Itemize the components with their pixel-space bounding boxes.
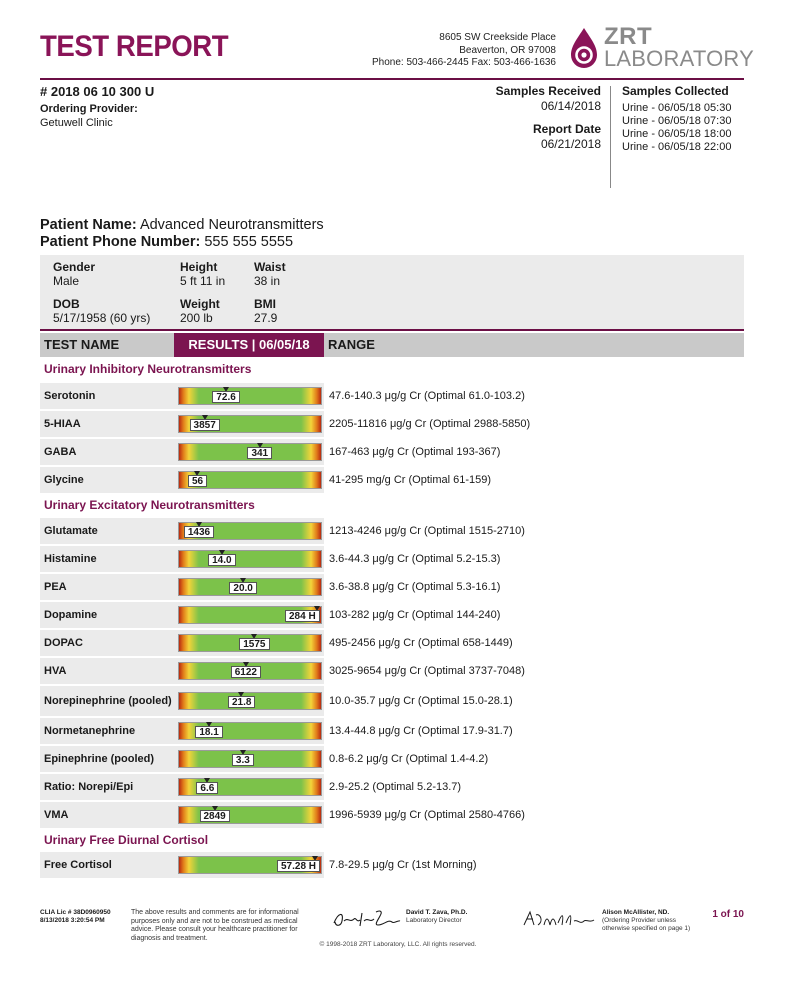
result-value: 1575 xyxy=(239,638,269,650)
result-bar xyxy=(178,856,322,874)
gender-label: Gender xyxy=(53,260,96,274)
logo-text-laboratory: LABORATORY xyxy=(604,46,754,71)
dob-field xyxy=(53,297,150,325)
test-name: Norepinephrine (pooled) xyxy=(44,695,172,707)
page-title: TEST REPORT xyxy=(40,30,229,63)
table-row xyxy=(40,746,744,772)
test-name: VMA xyxy=(44,809,69,821)
lab-address-line: Beaverton, OR 97008 xyxy=(459,44,556,56)
patient-name-label: Patient Name: xyxy=(40,217,137,233)
table-row xyxy=(40,574,744,600)
clia-license xyxy=(40,909,111,925)
test-name: 5-HIAA xyxy=(44,418,81,430)
test-range: 0.8-6.2 μg/g Cr (Optimal 1.4-4.2) xyxy=(329,753,489,765)
provider-note: (Ordering Provider unless otherwise specified on page 1) xyxy=(602,917,691,932)
table-row xyxy=(40,630,744,656)
column-header-results: RESULTS | 06/05/18 xyxy=(174,333,324,357)
lab-address-line: Phone: 503-466-2445 Fax: 503-466-1636 xyxy=(371,57,556,68)
table-row xyxy=(40,774,744,800)
height-value: 5 ft 11 in xyxy=(180,274,226,288)
column-header-range: RANGE xyxy=(328,337,375,352)
result-value: 3857 xyxy=(190,419,220,431)
test-name: GABA xyxy=(44,446,77,458)
director-name: David T. Zava, Ph.D. xyxy=(406,909,468,916)
result-bar xyxy=(178,634,322,652)
result-value: 284 H xyxy=(285,610,320,622)
dob-label: DOB xyxy=(53,297,80,311)
test-range: 2.9-25.2 (Optimal 5.2-13.7) xyxy=(329,781,462,793)
result-value: 18.1 xyxy=(195,726,222,738)
demographics-divider xyxy=(40,329,744,331)
test-range: 7.8-29.5 μg/g Cr (1st Morning) xyxy=(329,859,477,871)
test-name: DOPAC xyxy=(44,637,83,649)
result-bar xyxy=(178,606,322,624)
waist-value: 38 in xyxy=(254,274,281,288)
table-row xyxy=(40,518,744,544)
lab-address-line: 8605 SW Creekside Place xyxy=(439,32,556,43)
ordering-provider: Getuwell Clinic xyxy=(40,117,113,129)
result-bar xyxy=(178,778,322,796)
patient-phone xyxy=(40,234,293,250)
section-title: Urinary Free Diurnal Cortisol xyxy=(44,833,209,847)
droplet-logo-icon xyxy=(568,26,600,70)
result-bar xyxy=(178,692,322,710)
result-bar xyxy=(178,662,322,680)
results-table-header xyxy=(40,333,744,357)
test-range: 10.0-35.7 μg/g Cr (Optimal 15.0-28.1) xyxy=(329,695,513,707)
sample-collected-item: Urine - 06/05/18 07:30 xyxy=(622,115,732,127)
table-row xyxy=(40,546,744,572)
section-title: Urinary Inhibitory Neurotransmitters xyxy=(44,362,252,376)
column-header-test-name: TEST NAME xyxy=(44,337,120,352)
test-name: HVA xyxy=(44,665,67,677)
gender-value: Male xyxy=(53,274,80,288)
table-row xyxy=(40,852,744,878)
result-bar xyxy=(178,550,322,568)
test-range: 47.6-140.3 μg/g Cr (Optimal 61.0-103.2) xyxy=(329,390,525,402)
result-value: 56 xyxy=(188,475,207,487)
test-range: 1996-5939 μg/g Cr (Optimal 2580-4766) xyxy=(329,809,525,821)
result-bar xyxy=(178,578,322,596)
bmi-value: 27.9 xyxy=(254,311,278,325)
table-row xyxy=(40,411,744,437)
weight-label: Weight xyxy=(180,297,220,311)
test-name: Epinephrine (pooled) xyxy=(44,753,154,765)
result-value: 6.6 xyxy=(196,782,218,794)
copyright: © 1998-2018 ZRT Laboratory, LLC. All rights reserved. xyxy=(319,941,477,948)
patient-phone-value: 555 555 5555 xyxy=(204,234,294,250)
result-value: 57.28 H xyxy=(277,860,320,872)
result-value: 1436 xyxy=(184,526,214,538)
test-range: 1213-4246 μg/g Cr (Optimal 1515-2710) xyxy=(329,525,525,537)
waist-field xyxy=(254,260,286,288)
test-range: 41-295 mg/g Cr (Optimal 61-159) xyxy=(329,474,492,486)
zrt-logo xyxy=(568,23,754,74)
waist-label: Waist xyxy=(254,260,286,274)
table-row xyxy=(40,802,744,828)
test-name: PEA xyxy=(44,581,67,593)
test-range: 3.6-38.8 μg/g Cr (Optimal 5.3-16.1) xyxy=(329,581,501,593)
result-value: 20.0 xyxy=(229,582,256,594)
result-value: 6122 xyxy=(231,666,261,678)
test-name: Dopamine xyxy=(44,609,98,621)
patient-phone-label: Patient Phone Number: xyxy=(40,234,201,250)
logo-text-zrt: ZRT xyxy=(604,23,653,50)
samples-collected-list xyxy=(622,102,731,154)
result-bar xyxy=(178,722,322,740)
test-range: 3025-9654 μg/g Cr (Optimal 3737-7048) xyxy=(329,665,525,677)
ordering-provider-label: Ordering Provider: xyxy=(40,103,138,115)
test-range: 3.6-44.3 μg/g Cr (Optimal 5.2-15.3) xyxy=(329,553,501,565)
vertical-divider xyxy=(610,86,611,188)
result-bar xyxy=(178,387,322,405)
table-row xyxy=(40,467,744,493)
result-bar xyxy=(178,415,322,433)
header-divider xyxy=(40,78,744,80)
test-range: 103-282 μg/g Cr (Optimal 144-240) xyxy=(329,609,501,621)
weight-field xyxy=(180,297,220,325)
provider-signature-icon xyxy=(520,907,596,931)
sample-collected-item: Urine - 06/05/18 18:00 xyxy=(622,128,732,140)
test-name: Serotonin xyxy=(44,390,96,402)
result-value: 14.0 xyxy=(208,554,235,566)
page-number: 1 of 10 xyxy=(712,909,744,920)
result-bar xyxy=(178,522,322,540)
bmi-label: BMI xyxy=(254,297,276,311)
height-field xyxy=(180,260,225,288)
clia-timestamp: 8/13/2018 3:20:54 PM xyxy=(40,917,105,924)
result-value: 2849 xyxy=(200,810,230,822)
disclaimer: The above results and comments are for informational purposes only and are not to be construed as medical advice. Please consult your healthcare practitioner for diagnosis and treatment. xyxy=(131,909,299,942)
samples-received-label: Samples Received xyxy=(495,84,601,98)
patient-name-value: Advanced Neurotransmitters xyxy=(139,217,324,233)
table-row xyxy=(40,439,744,465)
patient-demographics xyxy=(40,255,744,329)
test-name: Normetanephrine xyxy=(44,725,136,737)
test-range: 13.4-44.8 μg/g Cr (Optimal 17.9-31.7) xyxy=(329,725,513,737)
test-range: 495-2456 μg/g Cr (Optimal 658-1449) xyxy=(329,637,513,649)
sample-collected-item: Urine - 06/05/18 05:30 xyxy=(622,102,732,114)
samples-collected-label: Samples Collected xyxy=(622,84,729,98)
result-bar xyxy=(178,750,322,768)
table-row xyxy=(40,718,744,744)
gender-field xyxy=(53,260,95,288)
test-name: Glutamate xyxy=(44,525,98,537)
height-label: Height xyxy=(180,260,218,274)
dob-value: 5/17/1958 (60 yrs) xyxy=(53,311,151,325)
result-value: 3.3 xyxy=(232,754,254,766)
patient-name xyxy=(40,217,324,233)
result-bar xyxy=(178,806,322,824)
section-title: Urinary Excitatory Neurotransmitters xyxy=(44,498,255,512)
report-id: # 2018 06 10 300 U xyxy=(40,84,155,99)
provider-name: Alison McAllister, ND. xyxy=(602,909,670,916)
result-bar xyxy=(178,443,322,461)
test-name: Free Cortisol xyxy=(44,859,112,871)
table-row xyxy=(40,686,744,716)
weight-value: 200 lb xyxy=(180,311,213,325)
test-range: 167-463 μg/g Cr (Optimal 193-367) xyxy=(329,446,501,458)
table-row xyxy=(40,383,744,409)
report-date-label: Report Date xyxy=(532,122,601,136)
result-value: 72.6 xyxy=(212,391,239,403)
test-name: Histamine xyxy=(44,553,97,565)
result-bar xyxy=(178,471,322,489)
table-row xyxy=(40,602,744,628)
director-signature-icon xyxy=(330,907,402,931)
test-range: 2205-11816 μg/g Cr (Optimal 2988-5850) xyxy=(329,418,531,430)
result-value: 21.8 xyxy=(228,696,255,708)
director-title: Laboratory Director xyxy=(406,917,462,924)
samples-received-date: 06/14/2018 xyxy=(540,99,601,113)
test-name: Glycine xyxy=(44,474,84,486)
lab-address xyxy=(372,32,556,70)
result-value: 341 xyxy=(247,447,272,459)
clia-line: CLIA Lic # 38D0960950 xyxy=(40,909,111,916)
sample-collected-item: Urine - 06/05/18 22:00 xyxy=(622,141,732,153)
table-row xyxy=(40,658,744,684)
test-name: Ratio: Norepi/Epi xyxy=(44,781,134,793)
report-date: 06/21/2018 xyxy=(540,137,601,151)
bmi-field xyxy=(254,297,277,325)
